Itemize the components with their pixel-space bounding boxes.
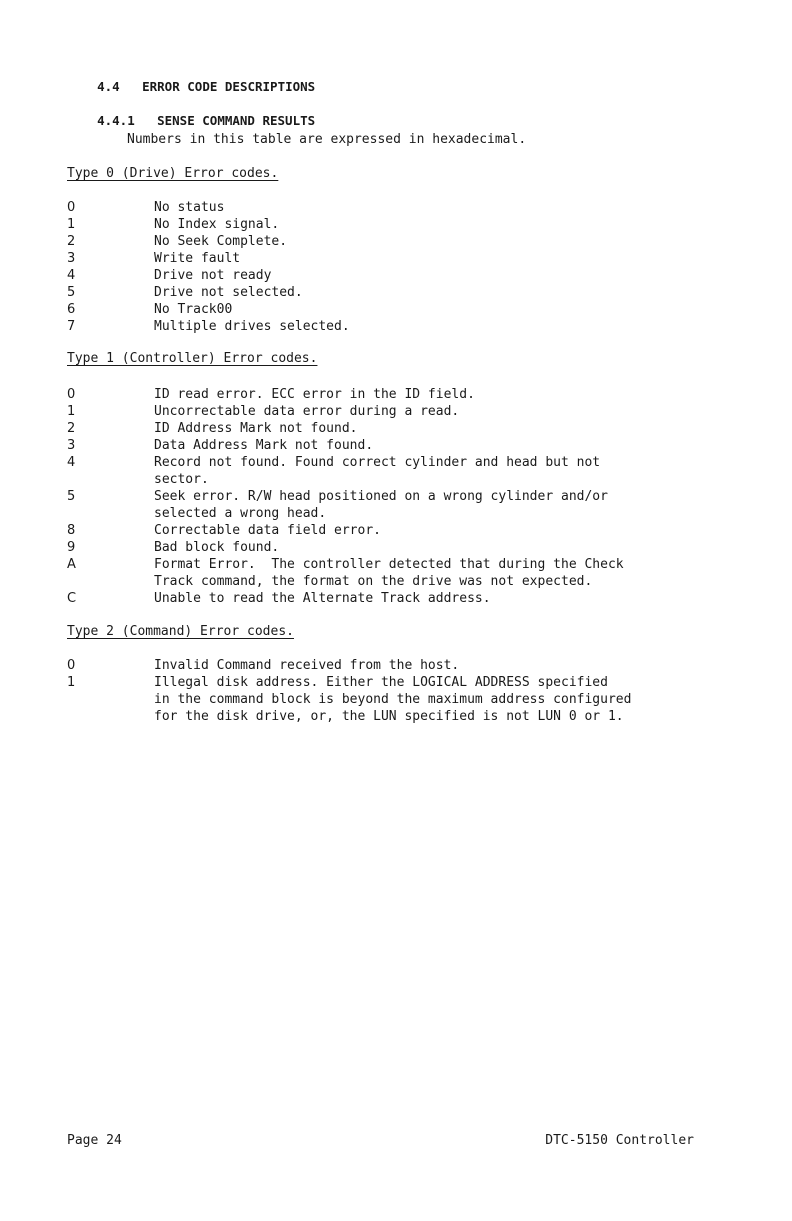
error-code: 2	[67, 234, 76, 249]
error-description: Illegal disk address. Either the LOGICAL ADDRESS specified in the command block is beyond the maximum address configured for the disk drive, or, the LUN specified is not LUN 0 or 1.	[154, 675, 632, 724]
error-description: ID read error. ECC error in the ID field.	[154, 387, 475, 402]
section-number: 4.4	[97, 79, 120, 94]
error-code: 0	[67, 200, 76, 215]
error-code: 3	[67, 438, 76, 453]
section-title: ERROR CODE DESCRIPTIONS	[142, 79, 316, 94]
error-code: 5	[67, 489, 76, 504]
error-description: Bad block found.	[154, 540, 280, 555]
error-code: 8	[67, 523, 76, 538]
error-description: Data Address Mark not found.	[154, 438, 374, 453]
error-code-row	[67, 454, 624, 488]
error-code-row	[67, 216, 350, 233]
error-code-row	[67, 590, 624, 607]
type0-code-list	[67, 199, 350, 335]
error-code-row	[67, 674, 631, 725]
error-description: Correctable data field error.	[154, 523, 381, 538]
error-description: ID Address Mark not found.	[154, 421, 358, 436]
error-code-row	[67, 267, 350, 284]
error-code: 1	[67, 404, 76, 419]
error-code: 0	[67, 387, 76, 402]
error-code: 6	[67, 302, 76, 317]
error-code-row	[67, 403, 624, 420]
error-description: No Index signal.	[154, 217, 280, 232]
error-code: 9	[67, 540, 76, 555]
type1-heading: Type 1 (Controller) Error codes.	[67, 351, 318, 366]
error-description: Format Error. The controller detected that during the Check Track command, the format on the drive was not expected.	[154, 557, 624, 589]
error-code: 4	[67, 268, 76, 283]
page-number: Page 24	[67, 1133, 122, 1148]
product-name: DTC-5150 Controller	[545, 1133, 694, 1148]
error-code-row	[67, 539, 624, 556]
error-code-row	[67, 488, 624, 522]
type2-code-list	[67, 657, 631, 725]
error-code-row	[67, 284, 350, 301]
error-description: No status	[154, 200, 225, 215]
error-code: 0	[67, 658, 76, 673]
subsection-title: SENSE COMMAND RESULTS	[157, 113, 316, 128]
error-code-row	[67, 250, 350, 267]
intro-text: Numbers in this table are expressed in hexadecimal.	[127, 132, 527, 147]
error-code-row	[67, 657, 631, 674]
error-code-row	[67, 386, 624, 403]
error-description: Seek error. R/W head positioned on a wrong cylinder and/or selected a wrong head.	[154, 489, 608, 521]
error-code-row	[67, 437, 624, 454]
error-description: Record not found. Found correct cylinder and head but not sector.	[154, 455, 601, 487]
error-description: Drive not selected.	[154, 285, 303, 300]
error-code-row	[67, 420, 624, 437]
error-description: Uncorrectable data error during a read.	[154, 404, 460, 419]
error-code: 2	[67, 421, 76, 436]
error-code: 4	[67, 455, 76, 470]
error-description: Invalid Command received from the host.	[154, 658, 460, 673]
error-code: 1	[67, 675, 76, 690]
subsection-number: 4.4.1	[97, 113, 135, 128]
error-description: Unable to read the Alternate Track address.	[154, 591, 491, 606]
error-code: 5	[67, 285, 76, 300]
error-description: Drive not ready	[154, 268, 272, 283]
error-description: No Seek Complete.	[154, 234, 288, 249]
error-code-row	[67, 318, 350, 335]
error-code: 7	[67, 319, 76, 334]
type0-heading: Type 0 (Drive) Error codes.	[67, 166, 279, 181]
type1-code-list	[67, 386, 624, 607]
error-code: 3	[67, 251, 76, 266]
error-code: C	[67, 591, 77, 606]
error-code-row	[67, 233, 350, 250]
error-code-row	[67, 301, 350, 318]
error-description: Multiple drives selected.	[154, 319, 350, 334]
error-code: A	[67, 557, 76, 572]
error-code-row	[67, 522, 624, 539]
error-code-row	[67, 199, 350, 216]
type2-heading: Type 2 (Command) Error codes.	[67, 624, 294, 639]
error-description: No Track00	[154, 302, 233, 317]
error-description: Write fault	[154, 251, 241, 266]
error-code: 1	[67, 217, 76, 232]
error-code-row	[67, 556, 624, 590]
